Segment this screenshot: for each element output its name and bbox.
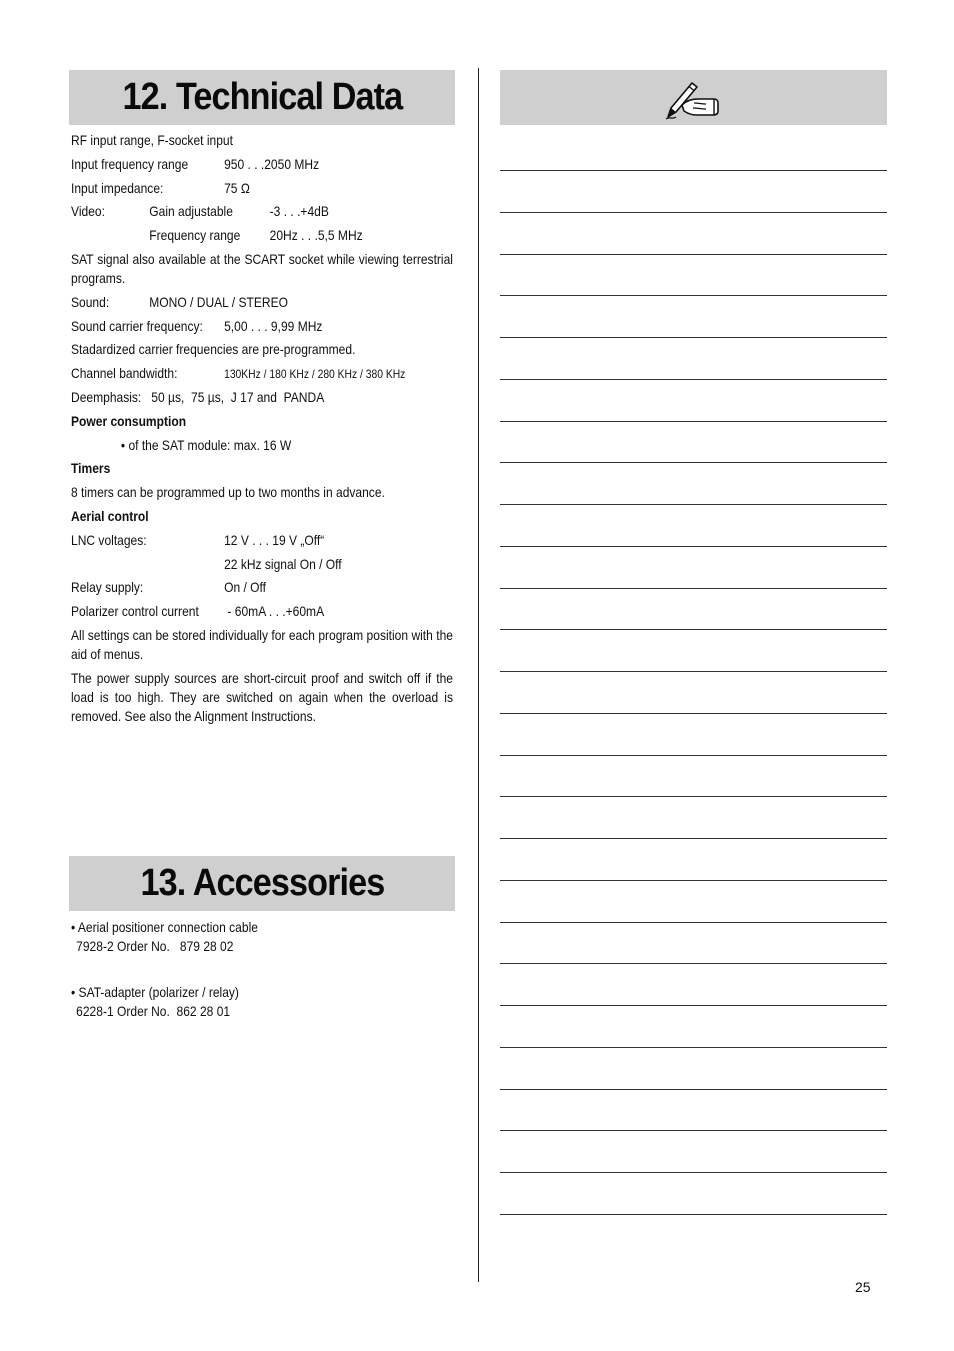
accessory-order: 7928-2 Order No. 879 28 02 [76, 938, 234, 954]
rf-input-line [71, 131, 453, 150]
deemphasis-line [71, 388, 453, 407]
note-line [500, 713, 887, 714]
sound-label: Sound: [71, 293, 110, 310]
note-line [500, 379, 887, 380]
accessory-name: • Aerial positioner connection cable [71, 919, 258, 935]
technical-data-content [71, 131, 453, 731]
input-frequency-row [71, 155, 453, 174]
note-line [500, 170, 887, 171]
sound-carrier-label: Sound carrier frequency: [71, 317, 203, 334]
power-supply-note: The power supply sources are short-circuit proof and switch off if the load is too high. They are switched on again when the overload is removed. See also the Alignment Instructions. [71, 669, 453, 724]
note-line [500, 254, 887, 255]
note-line [500, 546, 887, 547]
video-gain-value: -3 . . .+4dB [269, 203, 329, 220]
input-impedance-value: 75 Ω [224, 179, 250, 196]
note-line [500, 212, 887, 213]
power-consumption-heading: Power consumption [71, 412, 187, 429]
video-gain-row [71, 202, 453, 221]
sat-signal-note: SAT signal also available at the SCART socket while viewing terrestrial programs. [71, 250, 453, 286]
settings-note: All settings can be stored individually for each program position with the aid of menus. [71, 626, 453, 662]
video-frequency-label: Frequency range [149, 227, 241, 244]
note-line [500, 588, 887, 589]
technical-data-banner [69, 70, 455, 125]
note-line [500, 880, 887, 881]
input-impedance-row [71, 179, 453, 198]
accessories-content [71, 918, 453, 1048]
lnc-row [71, 531, 453, 550]
aerial-control-heading: Aerial control [71, 507, 149, 524]
accessories-banner [69, 856, 455, 911]
lnc-value-2: 22 kHz signal On / Off [224, 555, 342, 572]
video-frequency-value: 20Hz . . .5,5 MHz [269, 227, 363, 244]
input-frequency-value: 950 . . .2050 MHz [224, 155, 320, 172]
input-impedance-label: Input impedance: [71, 179, 164, 196]
relay-value: On / Off [224, 579, 267, 596]
lnc-value-1: 12 V . . . 19 V „Off“ [224, 531, 325, 548]
note-line [500, 1214, 887, 1215]
accessories-title: 13. Accessories [140, 862, 384, 904]
sound-row [71, 293, 453, 312]
note-line [500, 838, 887, 839]
lnc-label: LNC voltages: [71, 531, 147, 548]
power-heading-line [71, 412, 453, 431]
timers-heading-line [71, 459, 453, 478]
rf-input-text: RF input range, F-socket input [71, 132, 233, 148]
note-line [500, 922, 887, 923]
notes-banner [500, 70, 887, 125]
note-line [500, 1005, 887, 1006]
technical-data-title: 12. Technical Data [122, 76, 402, 118]
sound-carrier-row [71, 317, 453, 336]
note-line [500, 963, 887, 964]
timers-text-line [71, 483, 453, 502]
note-line [500, 796, 887, 797]
input-frequency-label: Input frequency range [71, 155, 189, 172]
sound-value: MONO / DUAL / STEREO [149, 293, 288, 310]
timers-text: 8 timers can be programmed up to two months in advance. [71, 484, 385, 501]
note-line [500, 1172, 887, 1173]
note-line [500, 295, 887, 296]
channel-bandwidth-label: Channel bandwidth: [71, 365, 178, 382]
note-line [500, 504, 887, 505]
note-line [500, 1089, 887, 1090]
note-line [500, 337, 887, 338]
polarizer-label: Polarizer control current [71, 603, 199, 620]
note-line [500, 671, 887, 672]
polarizer-row [71, 602, 453, 621]
accessory-name: • SAT-adapter (polarizer / relay) [71, 984, 239, 1000]
relay-row [71, 578, 453, 597]
channel-bandwidth-value: 130KHz / 180 KHz / 280 KHz / 380 KHz [224, 367, 406, 382]
standardized-note-line [71, 340, 453, 359]
aerial-heading-line [71, 507, 453, 526]
standardized-note: Stadardized carrier frequencies are pre-programmed. [71, 341, 356, 358]
video-frequency-row [71, 226, 453, 245]
accessory-order: 6228-1 Order No. 862 28 01 [76, 1003, 231, 1019]
channel-bandwidth-row [71, 364, 453, 383]
note-line [500, 462, 887, 463]
video-gain-label: Gain adjustable [149, 203, 233, 220]
note-line [500, 421, 887, 422]
accessory-item [71, 918, 453, 956]
polarizer-value: - 60mA . . .+60mA [224, 603, 325, 620]
timers-heading: Timers [71, 460, 111, 477]
note-line [500, 1130, 887, 1131]
sound-carrier-value: 5,00 . . . 9,99 MHz [224, 317, 323, 334]
page-number: 25 [855, 1279, 871, 1295]
deemphasis-text: Deemphasis: 50 µs, 75 µs, J 17 and PANDA [71, 388, 325, 405]
note-line [500, 1047, 887, 1048]
accessory-item [71, 983, 453, 1021]
relay-label: Relay supply: [71, 579, 144, 596]
writing-hand-icon [662, 75, 726, 121]
lnc-row-2 [71, 555, 453, 574]
note-line [500, 755, 887, 756]
note-line [500, 629, 887, 630]
column-divider [478, 68, 479, 1282]
video-label: Video: [71, 203, 105, 220]
power-item: • of the SAT module: max. 16 W [120, 436, 292, 453]
power-item-line [71, 436, 453, 455]
